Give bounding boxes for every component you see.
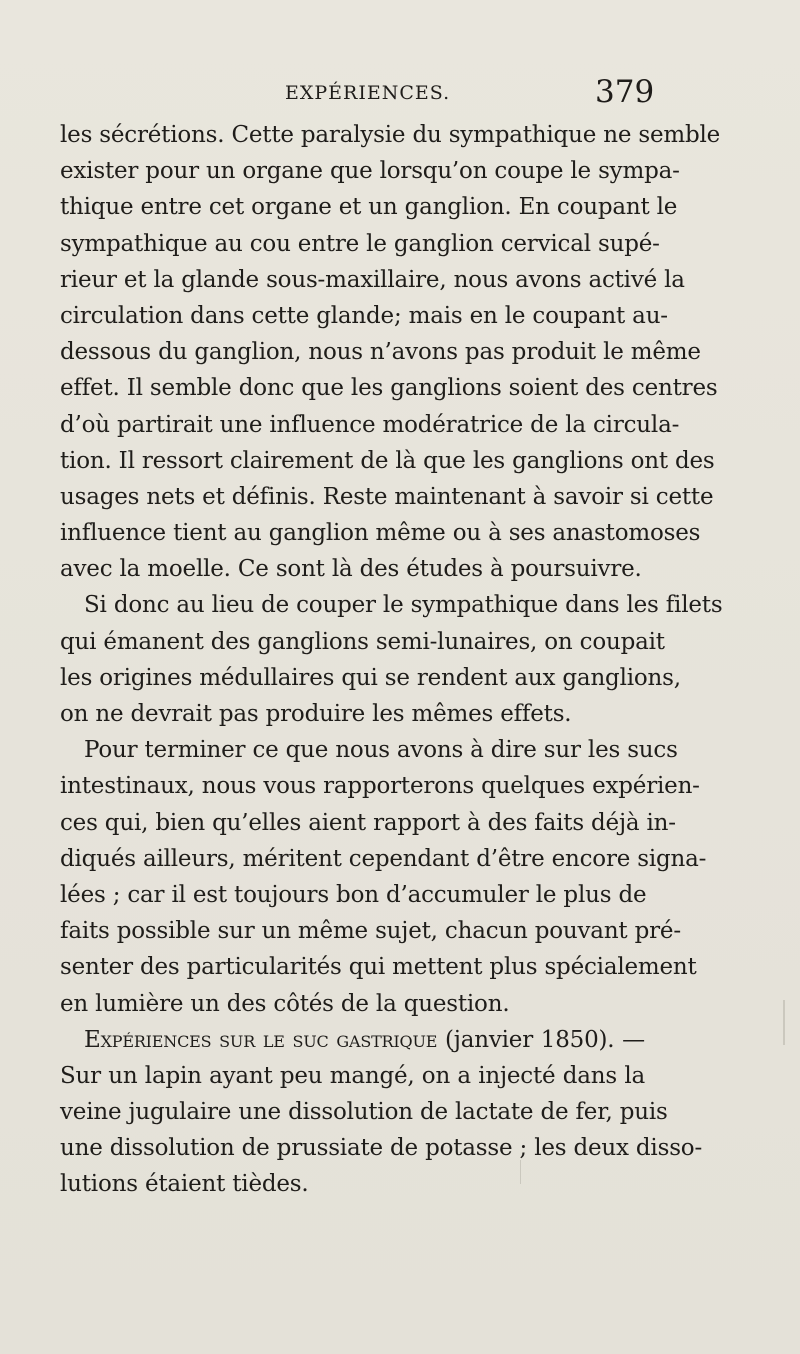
text-line: exister pour un organe que lorsqu’on coupe le sympa- <box>60 158 680 185</box>
page-number: 379 <box>595 74 655 110</box>
text-line: effet. Il semble donc que les ganglions soient des centres <box>60 375 718 402</box>
paper-speck <box>520 1160 521 1184</box>
text-line: en lumière un des côtés de la question. <box>60 990 510 1017</box>
running-title: EXPÉRIENCES. <box>285 82 451 104</box>
text-line: influence tient au ganglion même ou à ses anastomoses <box>60 520 701 547</box>
text-line: une dissolution de prussiate de potasse ; les deux disso- <box>60 1135 703 1162</box>
text-line: thique entre cet organe et un ganglion. En coupant le <box>60 194 678 221</box>
text-line: tion. Il ressort clairement de là que les ganglions ont des <box>60 447 715 474</box>
section-heading-date: (janvier 1850). — <box>437 1026 645 1053</box>
text-line: on ne devrait pas produire les mêmes effets. <box>60 701 572 727</box>
text-line: qui émanent des ganglions semi-lunaires, on coupait <box>60 628 665 655</box>
text-line: intestinaux, nous vous rapporterons quelques expérien- <box>60 773 700 800</box>
text-line: veine jugulaire une dissolution de lactate de fer, puis <box>60 1099 668 1126</box>
body-text <box>60 117 723 1203</box>
section-heading: Expériences sur le suc gastrique <box>84 1026 438 1053</box>
paper-speck <box>783 1000 785 1045</box>
text-line: Sur un lapin ayant peu mangé, on a injecté dans la <box>60 1062 645 1089</box>
text-line: dessous du ganglion, nous n’avons pas produit le même <box>60 339 701 366</box>
text-line: les sécrétions. Cette paralysie du sympathique ne semble <box>60 122 721 148</box>
text-line: faits possible sur un même sujet, chacun pouvant pré- <box>60 918 681 945</box>
text-line: avec la moelle. Ce sont là des études à poursuivre. <box>60 556 642 583</box>
text-line: diqués ailleurs, méritent cependant d’être encore signa- <box>60 845 707 872</box>
paragraph-start-line: Pour terminer ce que nous avons à dire sur les sucs <box>84 737 678 764</box>
paragraph-start-line: Si donc au lieu de couper le sympathique dans les filets <box>84 592 723 619</box>
text-line: usages nets et définis. Reste maintenant à savoir si cette <box>60 483 714 510</box>
text-line: les origines médullaires qui se rendent aux ganglions, <box>60 664 681 691</box>
text-line: lées ; car il est toujours bon d’accumuler le plus de <box>60 881 647 908</box>
section-heading-line <box>60 1022 645 1058</box>
text-line: rieur et la glande sous-maxillaire, nous avons activé la <box>60 266 685 293</box>
text-line: d’où partirait une influence modératrice de la circula- <box>60 411 680 438</box>
text-line: ces qui, bien qu’elles aient rapport à des faits déjà in- <box>60 809 676 836</box>
text-line: senter des particularités qui mettent plus spécialement <box>60 954 697 981</box>
text-line: circulation dans cette glande; mais en le coupant au- <box>60 302 668 329</box>
text-line: lutions étaient tièdes. <box>60 1171 309 1198</box>
text-line: sympathique au cou entre le ganglion cervical supé- <box>60 230 660 257</box>
